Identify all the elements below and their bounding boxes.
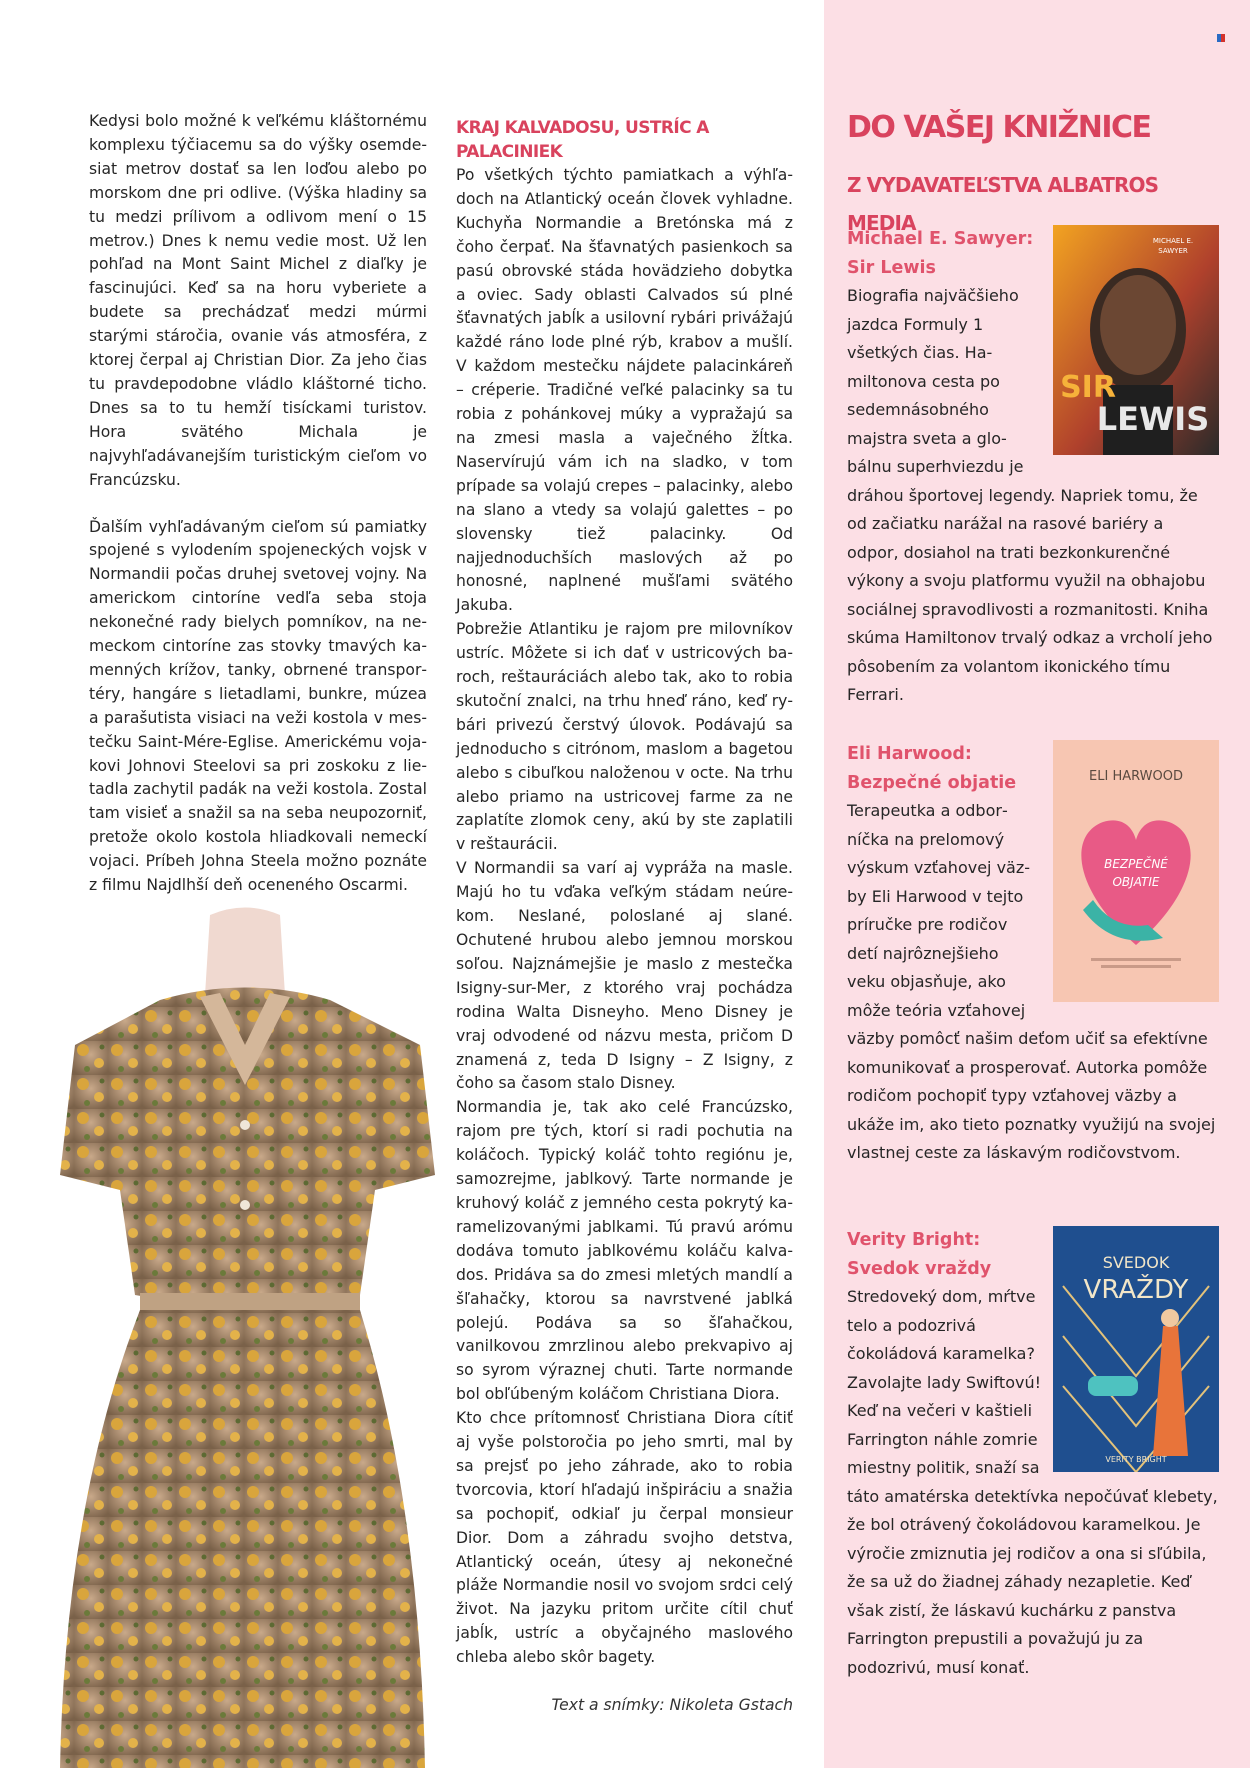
sidebar-heading: DO VAŠEJ KNIŽNICE [847, 110, 1151, 145]
book-bezpecne-objatie [847, 740, 1219, 1168]
cover-svedok-vrazdy [1053, 1226, 1219, 1472]
middle-paragraph-5: Kto chce prítomnosť Christiana Diora cítiť aj vyše polstoročia po jeho smrti, mal by sa prejsť po jeho záhrade, ako to robia tvorcovia, ktorí hľadajú inšpiráciu a snažia sa pochopiť, odkiaľ ju čerpal monsieur Dior. Dom a záhradu svojho detstva, Atlantický oceán, útesy aj nekonečné pláže Normandie nosil vo svojom srdci celý život. Na jazyku pritom určite cítil chuť jabĺk, ustríc a obyčajného maslového chleba alebo skôr bagety. [456, 1409, 793, 1667]
book-author: Eli Harwood: [847, 744, 972, 764]
book-description: Stredoveký dom, mŕtve telo a podozrivá čokoládová karamelka? Zavolajte lady Swiftovú! Keď na večeri v kaštieli Farrington náhle zomrie miestny politik, snaží sa táto amatérska detektívka nepočúvať klebety, že bol otrávený čokoládovou karamelkou. Je výročie zmiznutia jej rodičov a ona si sľúbila, že sa už do žiadnej záhady nezapletie. Keď však zistí, že láskavú kuchárku z panstva Farrington prepustili a považujú ju za podozrivú, musí konať. [847, 1287, 1218, 1677]
left-paragraph-1: Kedysi bolo možné k veľkému kláštornému komplexu týčiacemu sa do výšky osemdesiat metrov dostať sa len loďou alebo po morskom dne pri odlive. (Výška hladiny sa tu medzi prílivom a odlivom mení o 15 metrov.) Dnes k nemu vedie most. Už len pohľad na Mont Saint Michel z diaľky je fascinujúci. Keď sa na horu vyberiete a budete sa prechádzať medzi múrmi starými stáročia, ovanie vás atmosféra, z ktorej čerpal aj Christian Dior. Za jeho čias tu pravdepodobne vládlo kláštorné ticho. Dnes sa to tu hemží tisíckami turistov. Hora svätého Michala je najvyhľadávanejším turistickým cieľom vo Francúzsku. [89, 112, 427, 489]
book-title: Bezpečné objatie [847, 772, 1017, 793]
dress-button [240, 1200, 250, 1210]
cover-author: VERITY BRIGHT [1105, 1455, 1167, 1464]
cover-bezpecne-objatie [1053, 740, 1219, 1002]
middle-paragraph-3: V Normandii sa varí aj vypráža na masle. Majú ho tu vďaka veľkým stádam neúrekom. Neslané, poloslané aj slané. Ochutené hrubou alebo jemnou morskou soľou. Najznámejšie je maslo z mestečka Isigny-sur-Mer, z ktorého vraj pochádza rodina Walta Disneyho. Meno Disney je vraj odvodené od názvu mesta, pričom D znamená z, teda D Isigny – Z Isigny, z čoho sa časom stalo Disney. [456, 859, 793, 1093]
cover-title-1: SVEDOK [1102, 1253, 1170, 1272]
book-svedok-vrazdy [847, 1226, 1219, 1682]
photo-credit: Text a snímky: Nikoleta Gstach [551, 1696, 793, 1715]
book-author: Michael E. Sawyer: [847, 229, 1034, 249]
dress-bodice [60, 988, 435, 1306]
cover-title-2: OBJATIE [1112, 875, 1160, 889]
cover-author-line1: MICHAEL E. [1152, 237, 1194, 245]
book-description: Biografia najväčšieho jazdca Formuly 1 všetkých čias. Hamiltonova cesta po sedemnásobného majstra sveta a globálnu superhviezdu je dráhou športovej legendy. Napriek tomu, že od začiatku narážal na rasové bariéry a odpor, dosiahol na trati bezkonkurenčné výkony a svoju platformu využil na obhajobu sociálnej spravodlivosti a rozmanitosti. Kniha skúma Hamiltonov trvalý odkaz a vrcholí jeho pôsobením za volantom ikonického tímu Ferrari. [847, 286, 1213, 704]
middle-paragraph-2: Pobrežie Atlantiku je rajom pre milovníkov ustríc. Môžete si ich dať v ustricových baroch, reštauráciách alebo tak, ako to robia skutoční znalci, na trhu hneď ráno, keď rybári privezú čerstvý úlovok. Podávajú sa jednoducho s citrónom, maslom a bagetou alebo s cibuľkou naloženou v octe. Na trhu alebo priamo na ustricovej farme za ne zaplatíte zlomok ceny, akú by ste zaplatili v reštaurácii. [456, 620, 793, 854]
book-sir-lewis [847, 225, 1219, 710]
middle-paragraph-4: Normandia je, tak ako celé Francúzsko, rajom pre tých, ktorí si radi pochutia na koláčoch. Typický koláč tohto regiónu je, samozrejme, jablkový. Tarte normande je kruhový koláč z jemného cesta pokrytý karamelizovanými jablkami. Tú pravú arómu dodáva tomuto jablkovému koláču kalvados. Pridáva sa do zmesi mletých mandlí a šľahačky, ktorou sa navrstvené jablká polejú. Podáva sa so šľahačkou, vanilkovou zmrzlinou alebo prekvapivo aj so syrom výraznej chuti. Tarte normande bol obľúbeným koláčom Christiana Diora. [456, 1098, 793, 1404]
cover-sir-lewis [1053, 225, 1219, 455]
book-sidebar [847, 100, 1219, 1677]
section-heading: KRAJ KALVADOSU, USTRÍC A PALACINIEK [456, 118, 709, 162]
cover-title-2: VRAŽDY [1083, 1275, 1189, 1305]
book-author: Verity Bright: [847, 1230, 981, 1250]
middle-paragraph-1: Po všetkých týchto pamiatkach a výhľadoch na Atlantický oceán človek vyhladne. Kuchyňa Normandie a Bretónska má z čoho čerpať. Na šťavnatých pasienkoch sa pasú obrovské stáda hovädzieho dobytka a oviec. Sady oblasti Calvados sú plné šťavnatých jabĺk a usilovní rybári privážajú každé ráno lode plné rýb, krabov a mušlí. V každom mestečku nájdete palacinkáreň – créperie. Tradičné veľké palacinky sa tu robia z pohánkovej múky a vypražajú sa na zmesi masla a vaječného žĺtka. Naservírujú vám ich na sladko, v tom prípade sa volajú crepes – palacinky, alebo na slano a vtedy sa volajú galettes – po slovensky tiež palacinky. Od najjednoduchších maslových až po honosné, naplnené mušľami svätého Jakuba. [456, 166, 793, 615]
dress-button [240, 1120, 250, 1130]
book-title: Sir Lewis [847, 257, 936, 278]
dress-skirt [60, 1310, 425, 1768]
cover-author: ELI HARWOOD [1089, 769, 1183, 784]
left-paragraph-2: Ďalším vyhľadávaným cieľom sú pamiatky spojené s vylodením spojeneckých vojsk v Normandii počas druhej svetovej vojny. Na americkom cintoríne vedľa seba stoja nekonečné rady bielych pomníkov, na nemeckom cintoríne zas stovky tmavých kamenných krížov, tanky, obrnené transportéry, hangáre s lietadlami, bunkre, múzea a parašutista visiaci na veži kostola v mestečku Saint-Mére-Eglise. Americkému vojakovi Johnovi Steelovi sa pri zoskoku z lietadla zachytil padák na veži kostola. Zostal tam visieť a snažil sa na seba neupozorniť, pretože okolo kostola hliadkovali nemeckí vojaci. Príbeh Johna Steela možno poznáte z filmu Najdlhší deň oceneného Oscarmi. [89, 517, 427, 895]
cover-title-lewis: LEWIS [1096, 400, 1210, 438]
dior-dress-photo [40, 905, 450, 1768]
middle-column [456, 110, 793, 1718]
cover-title-1: BEZPEČNÉ [1104, 857, 1168, 871]
left-column [89, 110, 427, 898]
corner-logo-mark [1217, 34, 1225, 42]
book-title: Svedok vraždy [847, 1258, 992, 1279]
cover-author-line2: SAWYER [1158, 247, 1188, 255]
book-description: Terapeutka a odborníčka na prelomový výskum vzťahovej väzby Eli Harwood v tejto príručke pre rodičov detí najrôznejšieho veku objasňuje, ako môže teória vzťahovej väzby pomôcť našim deťom učiť sa efektívne komunikovať a prosperovať. Autorka pomôže rodičom pochopiť typy vzťahovej väzby a ukáže im, ako tieto poznatky využijú na svojej vlastnej ceste za láskavým rodičovstvom. [847, 801, 1216, 1162]
cover-title-sir: SIR [1060, 370, 1116, 405]
sidebar-subheading: Z VYDAVATEĽSTVA ALBATROS MEDIA [847, 173, 1159, 235]
